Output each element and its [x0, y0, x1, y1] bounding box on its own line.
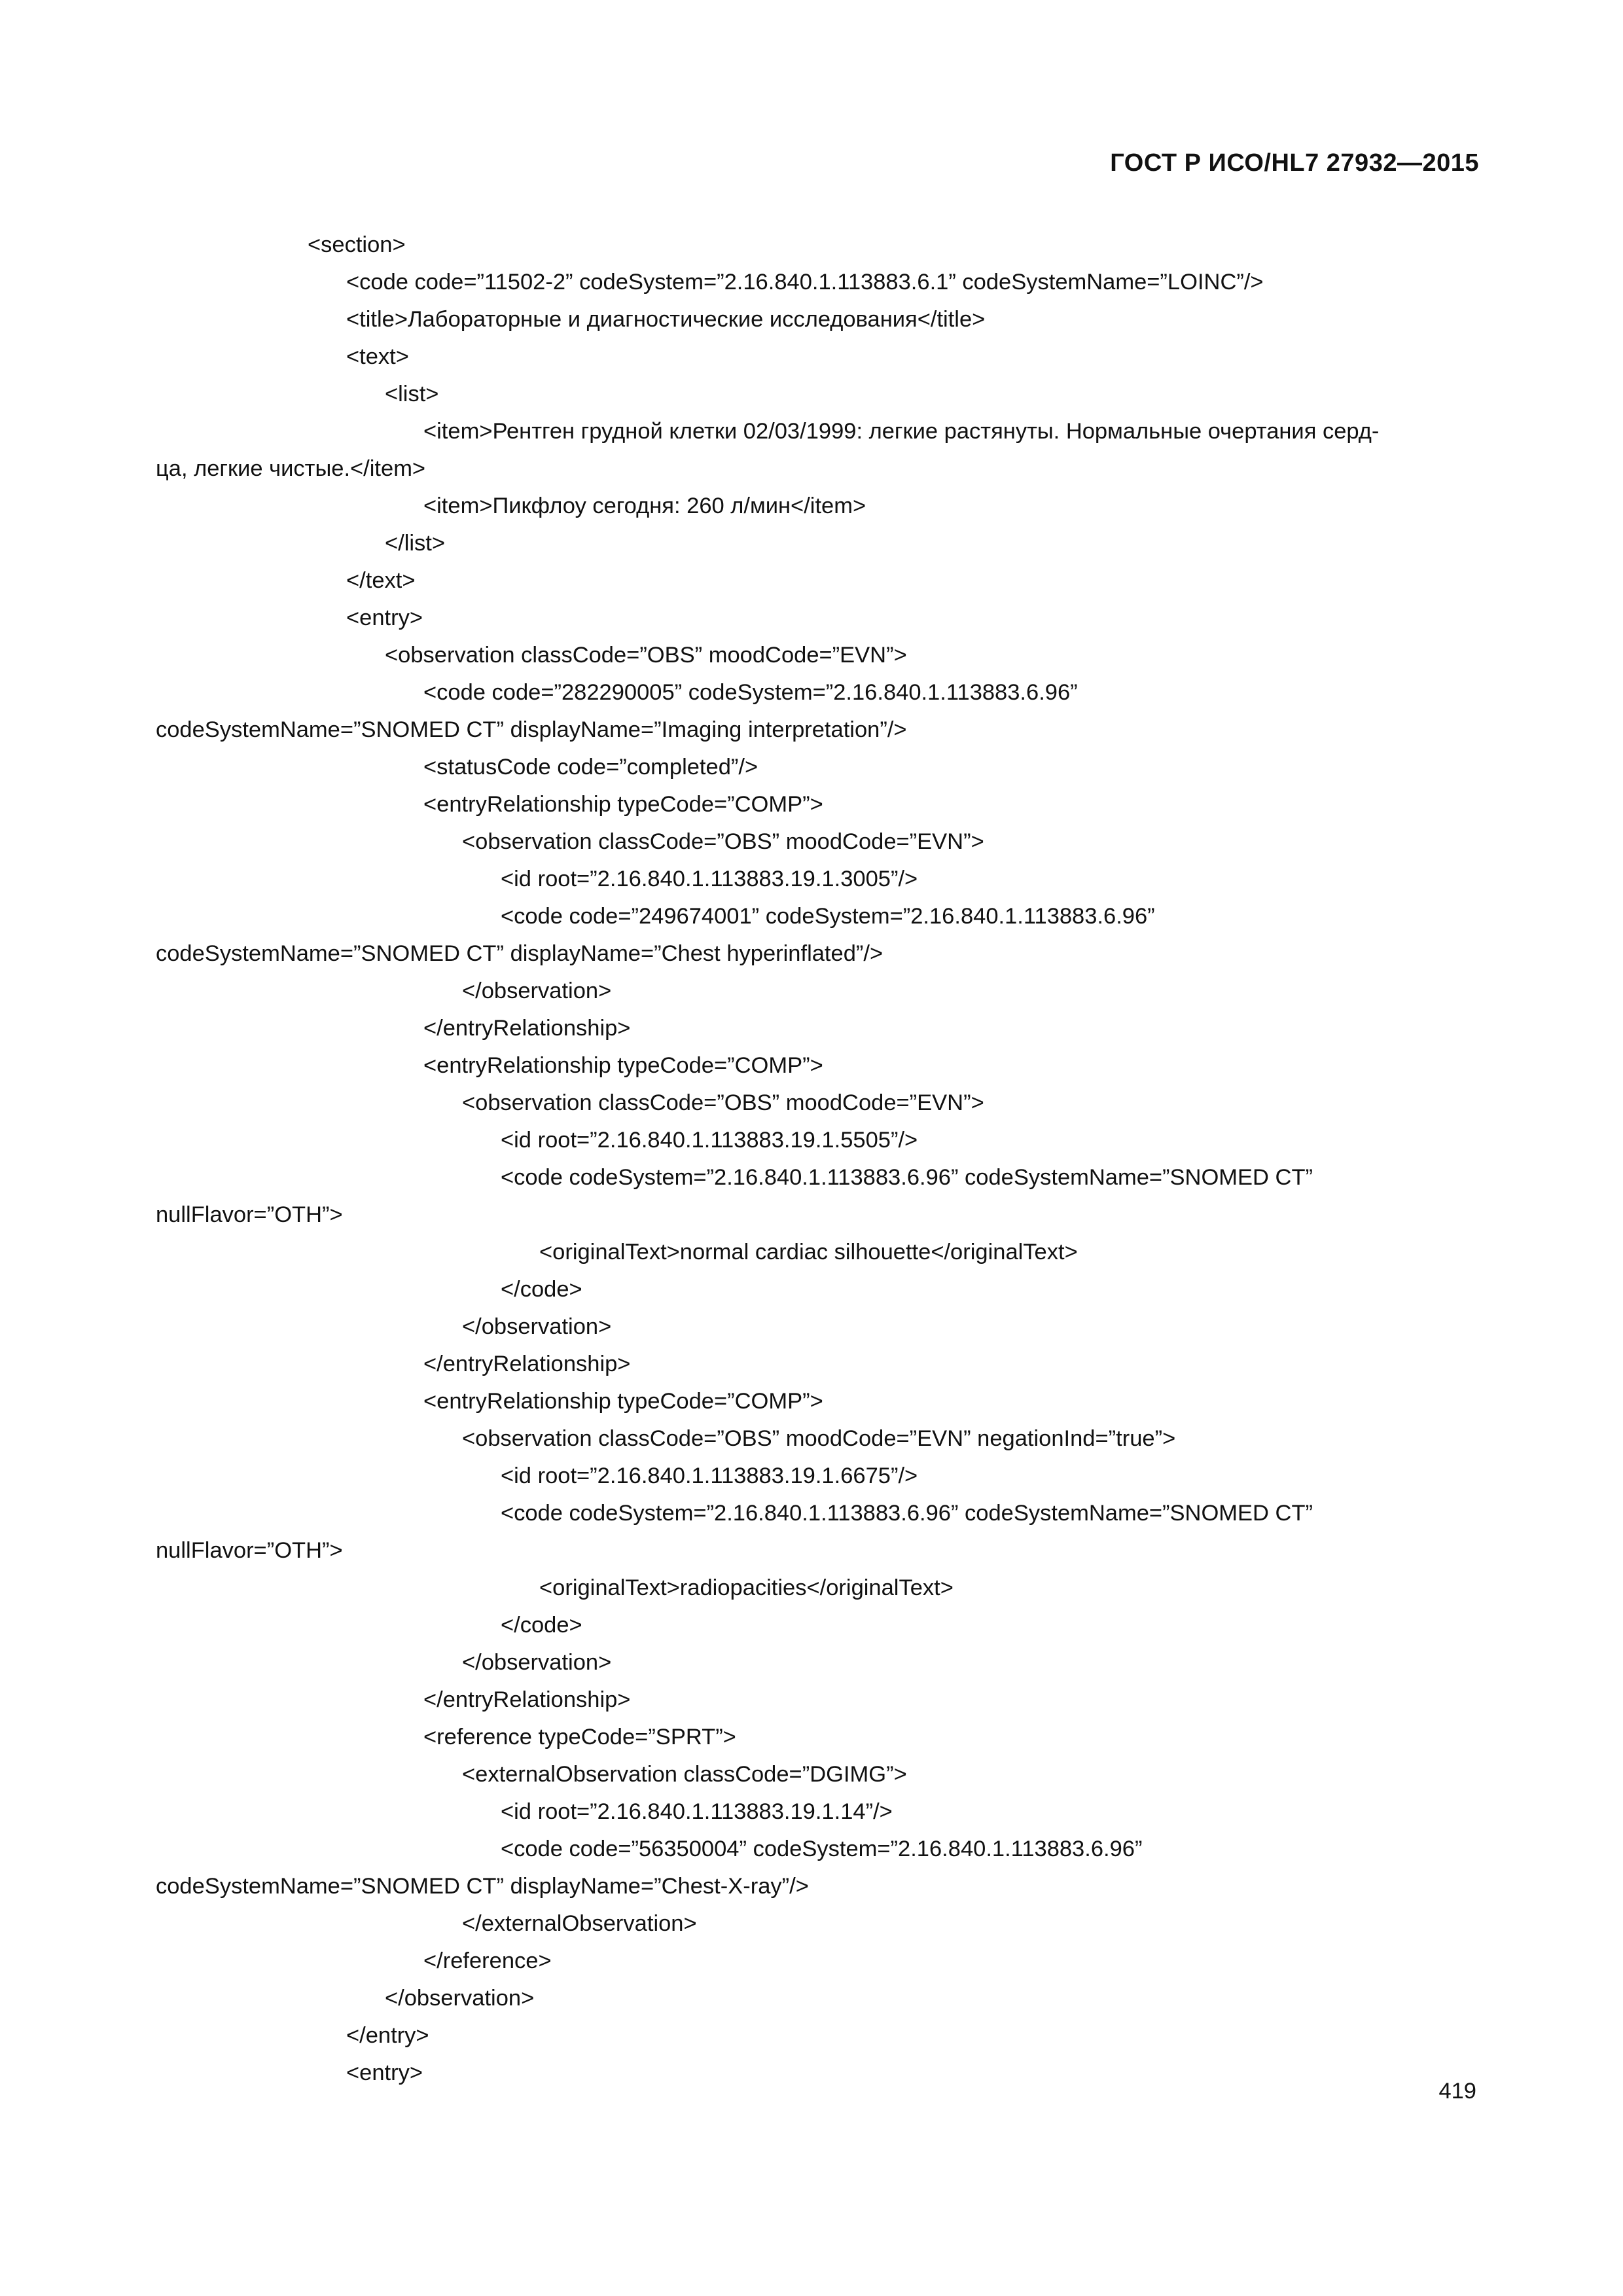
code-line: </observation>: [462, 1650, 612, 1675]
code-line: <reference typeCode=”SPRT”>: [423, 1725, 736, 1749]
code-line: </entryRelationship>: [423, 1016, 631, 1041]
code-line: nullFlavor=”OTH”>: [156, 1202, 343, 1227]
code-line: </text>: [346, 568, 416, 593]
code-line: <item>Рентген грудной клетки 02/03/1999: легкие растянуты. Нормальные очертания серд-: [423, 419, 1380, 444]
code-line: <externalObservation classCode=”DGIMG”>: [462, 1762, 907, 1787]
code-line: <list>: [385, 382, 439, 406]
code-line: </observation>: [462, 1314, 612, 1339]
code-line: <id root=”2.16.840.1.113883.19.1.6675”/>: [501, 1463, 918, 1488]
code-line: <code code=”249674001” codeSystem=”2.16.840.1.113883.6.96”: [501, 904, 1155, 929]
code-line: </code>: [501, 1277, 582, 1302]
code-line: <code code=”282290005” codeSystem=”2.16.840.1.113883.6.96”: [423, 680, 1078, 705]
code-line: </observation>: [385, 1986, 535, 2011]
code-line: <code code=”56350004” codeSystem=”2.16.840.1.113883.6.96”: [501, 1837, 1143, 1861]
code-line: <entryRelationship typeCode=”COMP”>: [423, 1389, 823, 1414]
code-line: <id root=”2.16.840.1.113883.19.1.5505”/>: [501, 1128, 918, 1153]
code-line: <id root=”2.16.840.1.113883.19.1.14”/>: [501, 1799, 893, 1824]
document-header: ГОСТ Р ИСО/HL7 27932—2015: [1110, 149, 1479, 177]
code-line: <code codeSystem=”2.16.840.1.113883.6.96” codeSystemName=”SNOMED CT”: [501, 1501, 1313, 1526]
code-line: </entryRelationship>: [423, 1687, 631, 1712]
code-line: <code code=”11502-2” codeSystem=”2.16.840.1.113883.6.1” codeSystemName=”LOINC”/>: [346, 270, 1264, 295]
code-line: <entry>: [346, 2060, 423, 2085]
code-line: <section>: [308, 232, 406, 257]
code-line: codeSystemName=”SNOMED CT” displayName=”Chest-X-ray”/>: [156, 1874, 809, 1899]
code-line: <originalText>radiopacities</originalText>: [539, 1575, 954, 1600]
code-line: <entry>: [346, 605, 423, 630]
code-line: <observation classCode=”OBS” moodCode=”EVN”>: [462, 829, 984, 854]
code-listing: [156, 226, 1479, 2092]
code-line: <item>Пикфлоу сегодня: 260 л/мин</item>: [423, 493, 866, 518]
code-line: <observation classCode=”OBS” moodCode=”EVN”>: [462, 1090, 984, 1115]
code-line: <observation classCode=”OBS” moodCode=”EVN” negationInd=”true”>: [462, 1426, 1176, 1451]
code-line: </externalObservation>: [462, 1911, 697, 1936]
code-line: </code>: [501, 1613, 582, 1638]
code-line: codeSystemName=”SNOMED CT” displayName=”Imaging interpretation”/>: [156, 717, 907, 742]
code-line: <id root=”2.16.840.1.113883.19.1.3005”/>: [501, 867, 918, 891]
code-line: </entryRelationship>: [423, 1352, 631, 1376]
page-number: 419: [1438, 2079, 1476, 2104]
code-line: <text>: [346, 344, 409, 369]
code-line: </reference>: [423, 1948, 552, 1973]
code-line: <entryRelationship typeCode=”COMP”>: [423, 792, 823, 817]
code-line: </list>: [385, 531, 446, 556]
code-line: nullFlavor=”OTH”>: [156, 1538, 343, 1563]
code-line: <observation classCode=”OBS” moodCode=”EVN”>: [385, 643, 907, 668]
code-line: <code codeSystem=”2.16.840.1.113883.6.96” codeSystemName=”SNOMED CT”: [501, 1165, 1313, 1190]
code-line: <entryRelationship typeCode=”COMP”>: [423, 1053, 823, 1078]
code-line: <title>Лабораторные и диагностические исследования</title>: [346, 307, 986, 332]
code-line: </observation>: [462, 978, 612, 1003]
code-line: ца, легкие чистые.</item>: [156, 456, 426, 481]
code-line: </entry>: [346, 2023, 429, 2048]
code-line: <originalText>normal cardiac silhouette</originalText>: [539, 1240, 1078, 1265]
code-line: codeSystemName=”SNOMED CT” displayName=”Chest hyperinflated”/>: [156, 941, 883, 966]
code-line: <statusCode code=”completed”/>: [423, 755, 758, 780]
